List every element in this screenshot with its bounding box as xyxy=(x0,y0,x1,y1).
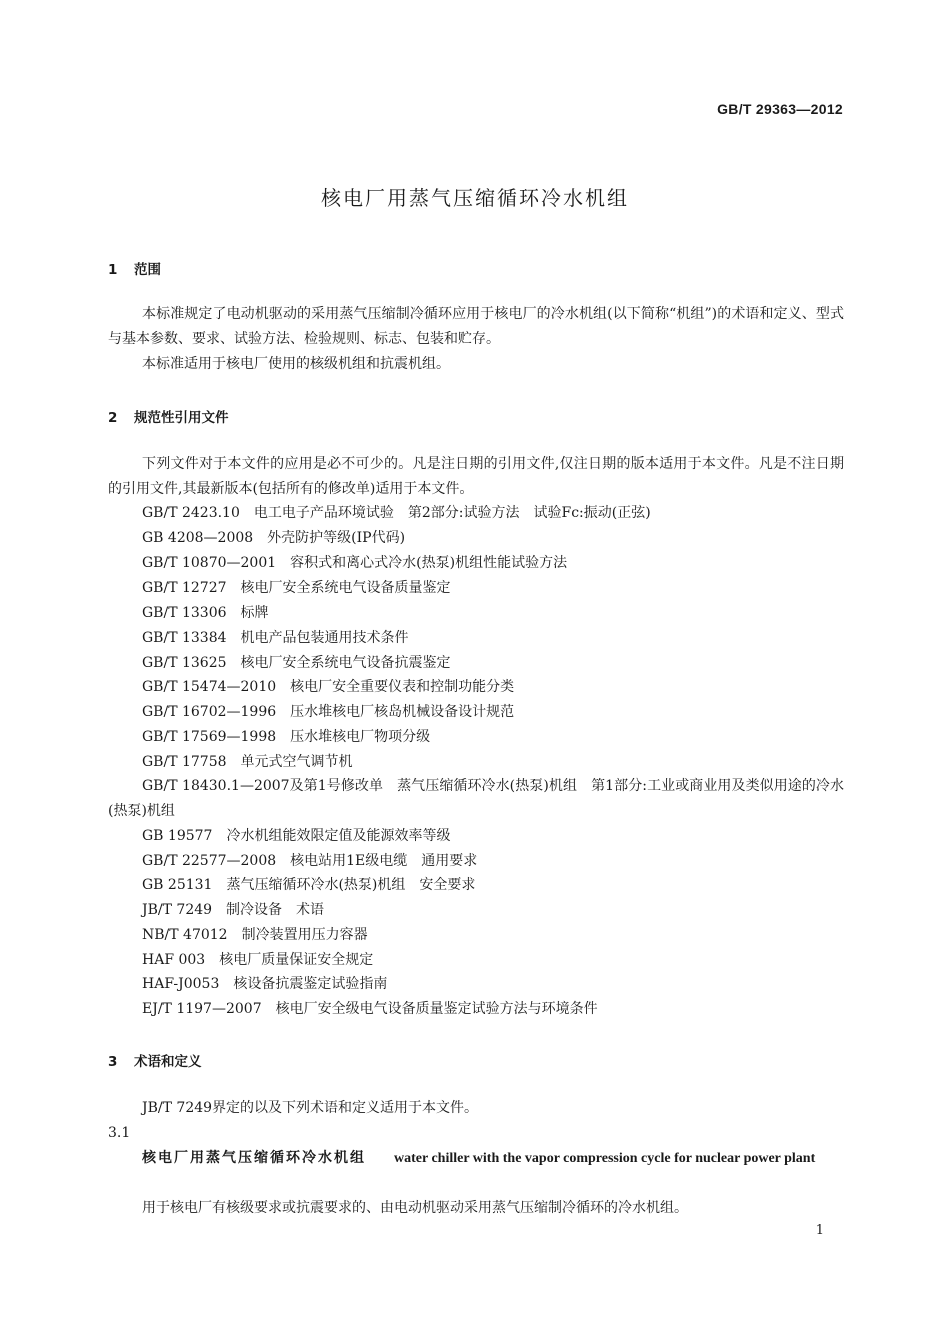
ref-item: GB/T 17758 单元式空气调节机 xyxy=(142,754,353,770)
refs-intro: 下列文件对于本文件的应用是必不可少的。凡是注日期的引用文件,仅注日期的版本适用于本文件。凡是不注日期的引用文件,其最新版本(包括所有的修改单)适用于本文件。 xyxy=(108,456,844,497)
ref-item: GB 4208—2008 外壳防护等级(IP代码) xyxy=(142,530,406,546)
term-entry xyxy=(108,1146,844,1171)
section-2-heading xyxy=(108,406,229,426)
ref-item: GB/T 15474—2010 核电厂安全重要仪表和控制功能分类 xyxy=(142,679,515,695)
section-title: 范围 xyxy=(134,262,161,278)
term-definition: 用于核电厂有核级要求或抗震要求的、由电动机驱动采用蒸气压缩制冷循环的冷水机组。 xyxy=(142,1200,688,1216)
scope-paragraph-1: 本标准规定了电动机驱动的采用蒸气压缩制冷循环应用于核电厂的冷水机组(以下简称“机组”)的术语和定义、型式与基本参数、要求、试验方法、检验规则、标志、包装和贮存。 xyxy=(108,306,844,347)
section-3-heading xyxy=(108,1050,202,1070)
ref-item: EJ/T 1197—2007 核电厂安全级电气设备质量鉴定试验方法与环境条件 xyxy=(142,1001,598,1017)
page-number: 1 xyxy=(815,1223,824,1238)
section-number: 3 xyxy=(108,1054,118,1070)
section-title: 规范性引用文件 xyxy=(134,410,229,426)
ref-item: GB/T 18430.1—2007及第1号修改单 蒸气压缩循环冷水(热泵)机组 第1部分:工业或商业用及类似用途的冷水(热泵)机组 xyxy=(108,778,844,819)
ref-item: GB/T 12727 核电厂安全系统电气设备质量鉴定 xyxy=(142,580,451,596)
ref-item: GB/T 2423.10 电工电子产品环境试验 第2部分:试验方法 试验Fc:振动(正弦) xyxy=(142,505,651,521)
ref-item: NB/T 47012 制冷装置用压力容器 xyxy=(142,927,368,943)
ref-item: GB 25131 蒸气压缩循环冷水(热泵)机组 安全要求 xyxy=(142,877,476,893)
ref-item: GB/T 10870—2001 容积式和离心式冷水(热泵)机组性能试验方法 xyxy=(142,555,568,571)
ref-item: HAF-J0053 核设备抗震鉴定试验指南 xyxy=(142,976,388,992)
scope-paragraph-2: 本标准适用于核电厂使用的核级机组和抗震机组。 xyxy=(142,356,450,372)
ref-item: GB/T 13306 标牌 xyxy=(142,605,269,621)
ref-item: GB/T 13625 核电厂安全系统电气设备抗震鉴定 xyxy=(142,655,451,671)
section-number: 1 xyxy=(108,262,118,278)
ref-item: GB/T 16702—1996 压水堆核电厂核岛机械设备设计规范 xyxy=(142,704,515,720)
terms-intro: JB/T 7249界定的以及下列术语和定义适用于本文件。 xyxy=(142,1100,479,1116)
term-english: water chiller with the vapor compression cycle for nuclear power plant xyxy=(394,1151,816,1166)
document-title: 核电厂用蒸气压缩循环冷水机组 xyxy=(321,186,629,210)
section-number: 2 xyxy=(108,410,118,426)
term-chinese: 核电厂用蒸气压缩循环冷水机组 xyxy=(142,1150,366,1166)
section-title: 术语和定义 xyxy=(134,1054,202,1070)
ref-item: GB/T 22577—2008 核电站用1E级电缆 通用要求 xyxy=(142,853,478,869)
ref-item: GB/T 17569—1998 压水堆核电厂物项分级 xyxy=(142,729,431,745)
term-number: 3.1 xyxy=(108,1125,131,1141)
ref-item: GB/T 13384 机电产品包装通用技术条件 xyxy=(142,630,409,646)
ref-item: HAF 003 核电厂质量保证安全规定 xyxy=(142,952,374,968)
ref-item: JB/T 7249 制冷设备 术语 xyxy=(142,902,325,918)
section-1-heading xyxy=(108,258,161,278)
standard-code: GB/T 29363—2012 xyxy=(717,101,843,117)
ref-item: GB 19577 冷水机组能效限定值及能源效率等级 xyxy=(142,828,451,844)
